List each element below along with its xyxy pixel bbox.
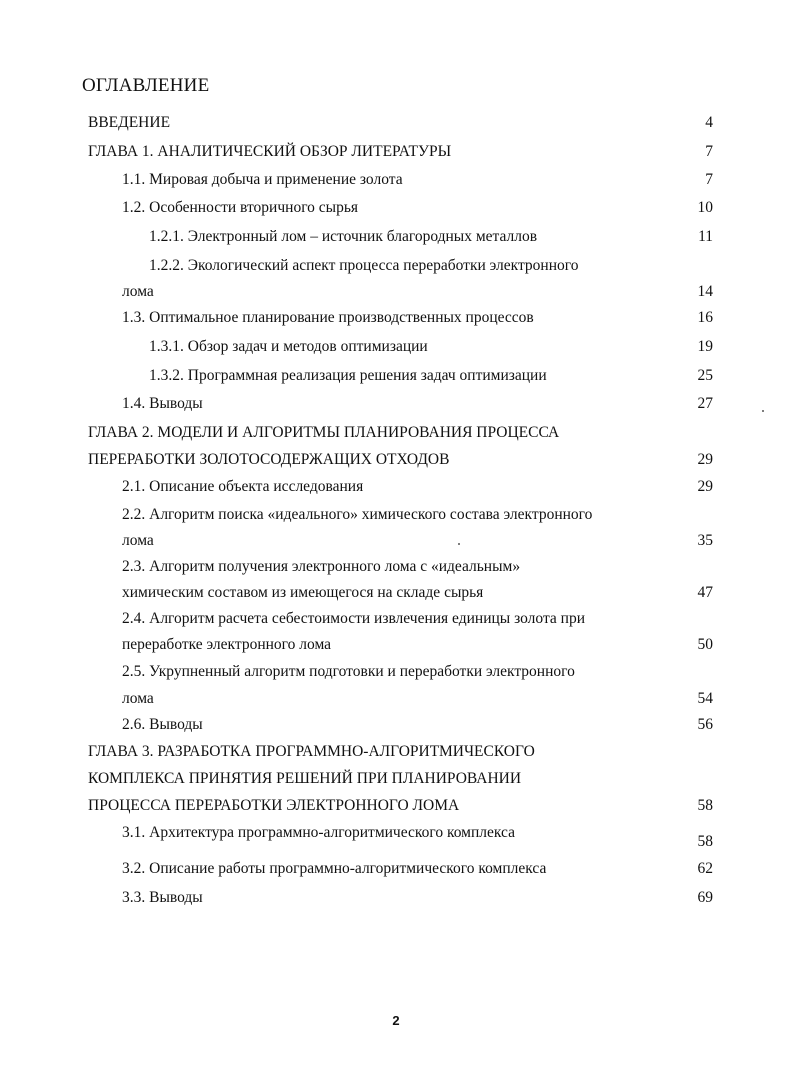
toc-page-number: 69 — [697, 889, 713, 906]
toc-title: ОГЛАВЛЕНИЕ — [82, 75, 210, 96]
toc-entry-line: 1.1. Мировая добыча и применение золота — [122, 171, 403, 188]
toc-page-number: 11 — [698, 228, 713, 245]
toc-entry-line: лома — [122, 283, 154, 300]
toc-page-number: 58 — [697, 797, 713, 814]
toc-entry-line: 2.6. Выводы — [122, 716, 203, 733]
scan-speck — [762, 410, 764, 412]
toc-page-number: 58 — [697, 833, 713, 850]
toc-page-number: 54 — [697, 690, 713, 707]
toc-entry-line: ГЛАВА 1. АНАЛИТИЧЕСКИЙ ОБЗОР ЛИТЕРАТУРЫ — [88, 143, 452, 160]
toc-entry-line: 1.2.2. Экологический аспект процесса переработки электронного — [149, 257, 579, 274]
toc-entry-line: 2.3. Алгоритм получения электронного лома с «идеальным» — [122, 558, 521, 575]
toc-entry-line: 1.2.1. Электронный лом – источник благородных металлов — [149, 228, 538, 245]
toc-entry-line: лома — [122, 690, 154, 707]
toc-entry-line: 3.3. Выводы — [122, 889, 203, 906]
toc-page-number: 10 — [697, 199, 713, 216]
toc-entry-line: 2.2. Алгоритм поиска «идеального» химического состава электронного — [122, 506, 593, 523]
toc-entry-line: 1.4. Выводы — [122, 395, 203, 412]
toc-entry-line: 3.1. Архитектура программно-алгоритмического комплекса — [122, 824, 515, 841]
toc-page-number: 7 — [705, 143, 713, 160]
toc-entry-line: ГЛАВА 3. РАЗРАБОТКА ПРОГРАММНО-АЛГОРИТМИЧЕСКОГО — [88, 743, 535, 760]
toc-entry-line: 1.3.1. Обзор задач и методов оптимизации — [149, 338, 428, 355]
toc-entry-line: КОМПЛЕКСА ПРИНЯТИЯ РЕШЕНИЙ ПРИ ПЛАНИРОВАНИИ — [88, 770, 522, 787]
toc-entry-line: 2.1. Описание объекта исследования — [122, 478, 364, 495]
toc-page-number: 19 — [697, 338, 713, 355]
toc-entry-line: химическим составом из имеющегося на складе сырья — [122, 584, 484, 601]
toc-entry-line: 2.4. Алгоритм расчета себестоимости извлечения единицы золота при — [122, 610, 586, 627]
toc-page-number: 35 — [697, 532, 713, 549]
scan-speck — [458, 543, 460, 545]
toc-entry-line: 1.3. Оптимальное планирование производственных процессов — [122, 309, 534, 326]
toc-entry-line: 3.2. Описание работы программно-алгоритмического комплекса — [122, 860, 547, 877]
toc-page-number: 7 — [705, 171, 713, 188]
page-number: 2 — [392, 1013, 400, 1028]
toc-entry-line: ВВЕДЕНИЕ — [88, 114, 171, 131]
toc-entry-line: 2.5. Укрупненный алгоритм подготовки и переработки электронного — [122, 663, 575, 680]
toc-entry-line: лома — [122, 532, 154, 549]
toc-page-number: 47 — [697, 584, 713, 601]
toc-entry-line: ГЛАВА 2. МОДЕЛИ И АЛГОРИТМЫ ПЛАНИРОВАНИЯ ПРОЦЕССА — [88, 424, 560, 441]
toc-page-number: 25 — [697, 367, 713, 384]
toc-entry-line: 1.3.2. Программная реализация решения задач оптимизации — [149, 367, 547, 384]
toc-page-number: 50 — [697, 636, 713, 653]
toc-page-number: 29 — [697, 451, 713, 468]
toc-page-number: 27 — [697, 395, 713, 412]
toc-page-number: 29 — [697, 478, 713, 495]
toc-page-number: 4 — [705, 114, 713, 131]
toc-page-number: 62 — [697, 860, 713, 877]
toc-entry-line: ПРОЦЕССА ПЕРЕРАБОТКИ ЭЛЕКТРОННОГО ЛОМА — [88, 797, 460, 814]
toc-page-number: 56 — [697, 716, 713, 733]
toc-page-number: 16 — [697, 309, 713, 326]
toc-entry-line: переработке электронного лома — [122, 636, 332, 653]
toc-page-number: 14 — [697, 283, 713, 300]
toc-entry-line: ПЕРЕРАБОТКИ ЗОЛОТОСОДЕРЖАЩИХ ОТХОДОВ — [88, 451, 450, 468]
toc-entry-line: 1.2. Особенности вторичного сырья — [122, 199, 359, 216]
